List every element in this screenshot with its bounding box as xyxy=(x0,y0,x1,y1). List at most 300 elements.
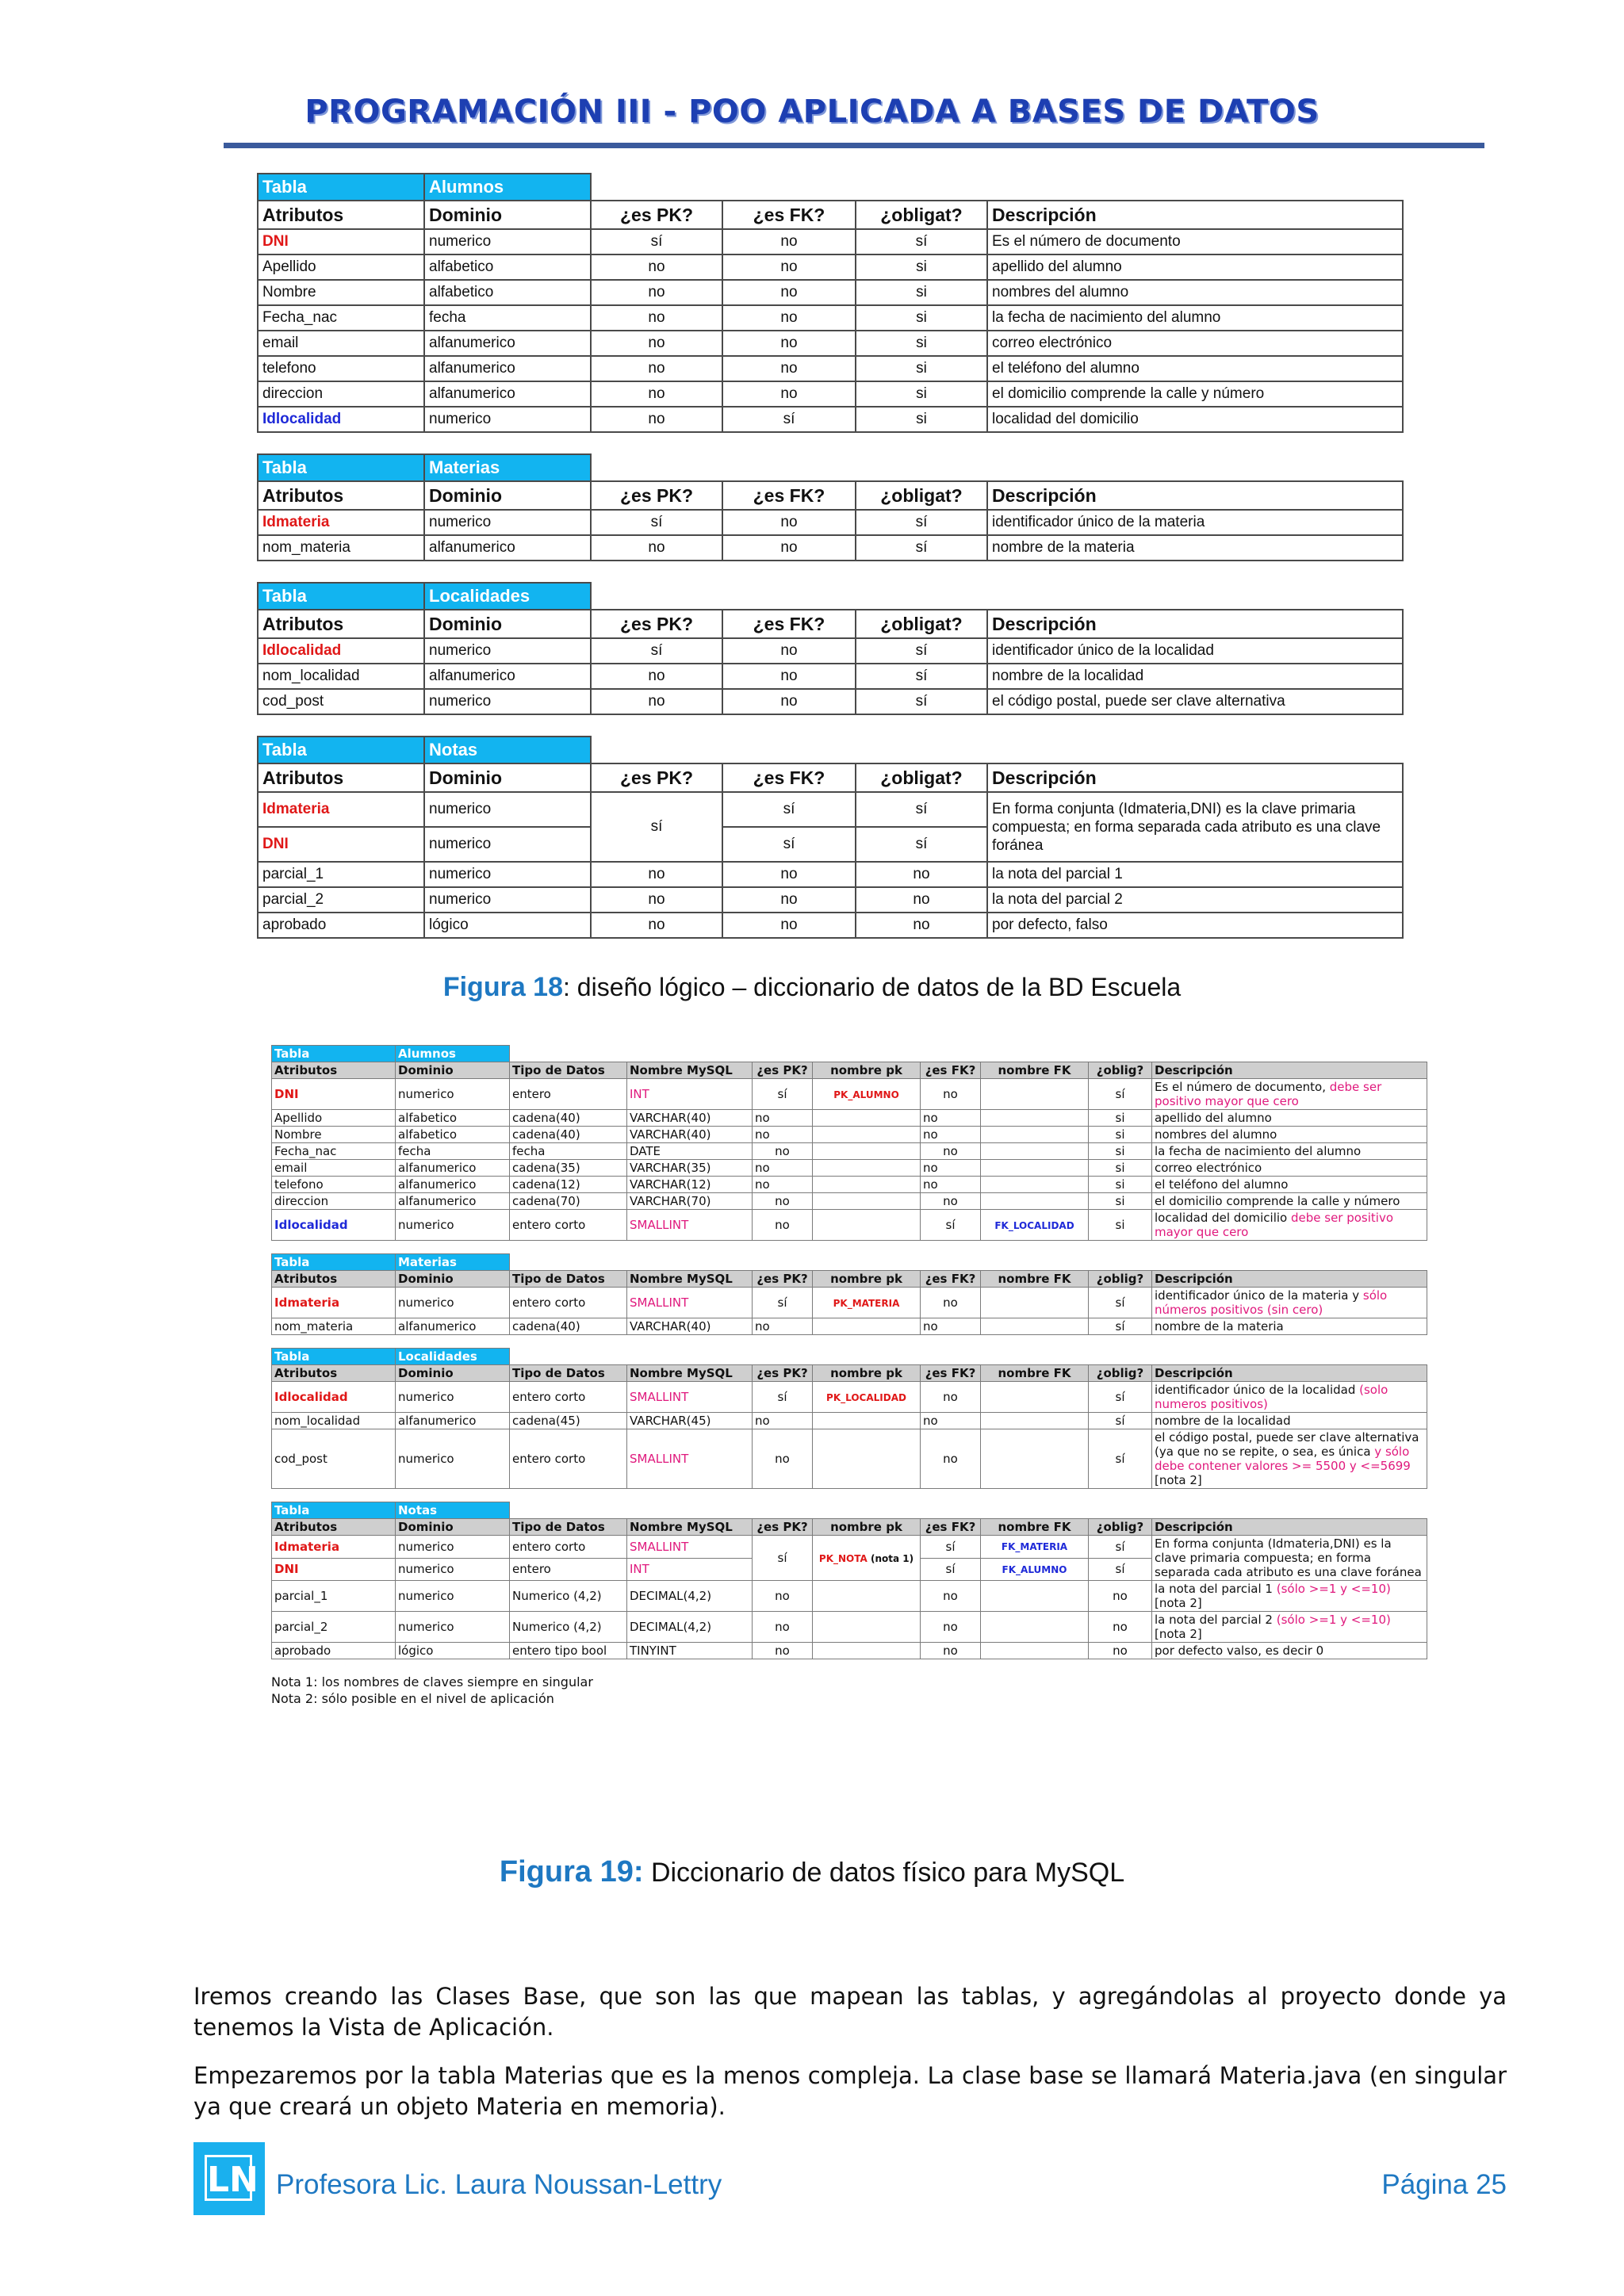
table-alumnos-physical xyxy=(271,1045,1427,1241)
cell-is-pk: no xyxy=(591,535,722,561)
cell-description: En forma conjunta (Idmateria,DNI) es la clave primaria compuesta; en forma separada cada atributo es una clave foránea xyxy=(987,792,1403,862)
column-header: ¿es PK? xyxy=(591,610,722,638)
column-header: ¿es FK? xyxy=(722,481,856,510)
cell-description: el teléfono del alumno xyxy=(987,356,1403,381)
column-header: Descripción xyxy=(987,201,1403,229)
cell-required: si xyxy=(856,381,987,407)
cell-data-type: entero corto xyxy=(510,1536,627,1559)
cell-attribute: parcial_2 xyxy=(272,1612,396,1643)
figure-caption-text: Diccionario de datos físico para MySQL xyxy=(643,1858,1125,1888)
table-row xyxy=(258,862,1403,887)
cell-is-pk: no xyxy=(753,1643,813,1659)
description-text: localidad del domicilio xyxy=(1155,1211,1291,1225)
cell-data-type: cadena(45) xyxy=(510,1413,627,1429)
cell-attribute: telefono xyxy=(272,1177,396,1193)
column-header: nombre FK xyxy=(981,1062,1089,1079)
column-header: Dominio xyxy=(396,1519,510,1536)
table-header-row xyxy=(258,610,1403,638)
cell-required: no xyxy=(856,913,987,938)
cell-pk-name xyxy=(813,1612,921,1643)
description-text: el código postal, puede ser clave alternativa (ya que no se repite, o sea, es única xyxy=(1155,1430,1419,1459)
cell-is-fk: no xyxy=(921,1413,981,1429)
table-header-row xyxy=(272,1062,1427,1079)
column-header: ¿es FK? xyxy=(921,1519,981,1536)
cell-attribute: cod_post xyxy=(258,689,424,714)
table-caption-label: Tabla xyxy=(258,454,424,481)
cell-mysql-type: TINYINT xyxy=(627,1643,753,1659)
cell-mysql-type: VARCHAR(40) xyxy=(627,1110,753,1127)
column-header: nombre FK xyxy=(981,1365,1089,1382)
cell-description: nombre de la localidad xyxy=(1152,1413,1427,1429)
cell-is-fk: no xyxy=(722,381,856,407)
cell-description: nombres del alumno xyxy=(987,280,1403,305)
table-row xyxy=(258,535,1403,561)
column-header: ¿es FK? xyxy=(722,763,856,792)
cell-required: si xyxy=(1089,1177,1152,1193)
cell-pk-name xyxy=(813,1110,921,1127)
cell-is-pk: no xyxy=(753,1612,813,1643)
table-caption-name: Notas xyxy=(396,1502,510,1519)
cell-is-fk: no xyxy=(921,1143,981,1160)
cell-is-fk: no xyxy=(722,229,856,254)
column-header: Dominio xyxy=(424,201,591,229)
cell-domain: numerico xyxy=(396,1558,510,1581)
table-row xyxy=(258,913,1403,938)
cell-required: sí xyxy=(1089,1288,1152,1318)
cell-is-pk: sí xyxy=(591,792,722,862)
footer-author: Profesora Lic. Laura Noussan-Lettry xyxy=(276,2169,722,2200)
column-header: Tipo de Datos xyxy=(510,1519,627,1536)
cell-mysql-type: DATE xyxy=(627,1143,753,1160)
cell-is-pk: no xyxy=(591,305,722,331)
cell-domain: alfanumerico xyxy=(424,356,591,381)
cell-is-fk: no xyxy=(722,356,856,381)
cell-data-type: entero corto xyxy=(510,1288,627,1318)
cell-mysql-type: SMALLINT xyxy=(627,1429,753,1489)
cell-data-type: entero xyxy=(510,1079,627,1110)
table-row xyxy=(258,305,1403,331)
cell-mysql-type: VARCHAR(45) xyxy=(627,1413,753,1429)
cell-attribute: direccion xyxy=(258,381,424,407)
table-row xyxy=(272,1536,1427,1559)
table-row xyxy=(258,689,1403,714)
cell-description: nombre de la materia xyxy=(987,535,1403,561)
table-row xyxy=(272,1612,1427,1643)
figure-number: Figura 19: xyxy=(499,1855,644,1888)
author-logo xyxy=(193,2142,265,2215)
cell-is-pk: sí xyxy=(591,638,722,664)
cell-required: sí xyxy=(1089,1558,1152,1581)
column-header: ¿es FK? xyxy=(722,201,856,229)
pk-name: PK_NOTA xyxy=(818,1552,868,1564)
cell-description: el domicilio comprende la calle y número xyxy=(987,381,1403,407)
table-caption-label: Tabla xyxy=(272,1349,396,1365)
description-constraint: (sólo >=1 y <=10) xyxy=(1276,1582,1391,1596)
cell-domain: numerico xyxy=(396,1079,510,1110)
cell-is-pk: sí xyxy=(591,229,722,254)
cell-is-pk: no xyxy=(591,381,722,407)
table-caption-label: Tabla xyxy=(272,1046,396,1062)
cell-attribute: Fecha_nac xyxy=(258,305,424,331)
table-row xyxy=(258,381,1403,407)
cell-description: el domicilio comprende la calle y número xyxy=(1152,1193,1427,1210)
table-caption-name: Materias xyxy=(424,454,591,481)
cell-data-type: cadena(40) xyxy=(510,1318,627,1335)
cell-is-pk: no xyxy=(591,254,722,280)
cell-domain: alfabetico xyxy=(396,1110,510,1127)
description-constraint: debe ser positivo mayor que cero xyxy=(1155,1211,1394,1239)
cell-domain: alfanumerico xyxy=(396,1177,510,1193)
table-row xyxy=(272,1382,1427,1413)
cell-domain: numerico xyxy=(396,1210,510,1241)
cell-required: si xyxy=(856,356,987,381)
column-header: Tipo de Datos xyxy=(510,1365,627,1382)
cell-pk-name: PK_MATERIA xyxy=(833,1297,900,1309)
cell-data-type: cadena(40) xyxy=(510,1127,627,1143)
cell-pk-name xyxy=(813,1643,921,1659)
cell-attribute: Apellido xyxy=(272,1110,396,1127)
cell-data-type: entero xyxy=(510,1558,627,1581)
cell-description: Es el número de documento xyxy=(987,229,1403,254)
cell-description: apellido del alumno xyxy=(1152,1110,1427,1127)
cell-description: correo electrónico xyxy=(987,331,1403,356)
table-row xyxy=(272,1581,1427,1612)
cell-required: sí xyxy=(856,689,987,714)
table-row xyxy=(258,510,1403,535)
cell-data-type: entero corto xyxy=(510,1429,627,1489)
cell-required: sí xyxy=(1089,1413,1152,1429)
table-caption-name: Materias xyxy=(396,1254,510,1271)
cell-domain: numerico xyxy=(396,1581,510,1612)
cell-domain: alfanumerico xyxy=(396,1318,510,1335)
cell-domain: numerico xyxy=(396,1429,510,1489)
cell-is-pk: no xyxy=(753,1318,813,1335)
cell-pk-name xyxy=(813,1193,921,1210)
cell-attribute: nom_materia xyxy=(258,535,424,561)
cell-required: no xyxy=(856,887,987,913)
column-header: Dominio xyxy=(424,481,591,510)
cell-description xyxy=(1152,1581,1427,1612)
description-text: la nota del parcial 2 xyxy=(1155,1613,1277,1627)
cell-mysql-type: SMALLINT xyxy=(627,1210,753,1241)
cell-is-fk: no xyxy=(722,913,856,938)
cell-attribute: DNI xyxy=(258,827,424,862)
cell-attribute: Apellido xyxy=(258,254,424,280)
cell-domain: fecha xyxy=(396,1143,510,1160)
cell-description xyxy=(1152,1288,1427,1318)
cell-pk-name xyxy=(813,1536,921,1581)
cell-mysql-type: SMALLINT xyxy=(627,1288,753,1318)
cell-required: no xyxy=(1089,1581,1152,1612)
cell-attribute: Idlocalidad xyxy=(258,407,424,432)
cell-pk-name: PK_LOCALIDAD xyxy=(826,1391,906,1403)
cell-is-fk: no xyxy=(722,331,856,356)
cell-pk-name xyxy=(813,1127,921,1143)
table-row xyxy=(272,1288,1427,1318)
cell-is-pk: sí xyxy=(753,1288,813,1318)
cell-description xyxy=(1152,1382,1427,1413)
column-header: ¿es FK? xyxy=(921,1062,981,1079)
column-header: ¿oblig? xyxy=(1089,1271,1152,1288)
cell-is-fk: no xyxy=(722,689,856,714)
cell-attribute: email xyxy=(258,331,424,356)
cell-pk-name xyxy=(813,1413,921,1429)
cell-attribute: Nombre xyxy=(258,280,424,305)
figure-18-caption xyxy=(0,972,1624,1003)
cell-is-pk: no xyxy=(591,407,722,432)
cell-pk-name xyxy=(813,1160,921,1177)
cell-domain: numerico xyxy=(424,792,591,827)
column-header: Descripción xyxy=(1152,1062,1427,1079)
column-header: Dominio xyxy=(396,1271,510,1288)
column-header: Tipo de Datos xyxy=(510,1062,627,1079)
cell-is-fk: no xyxy=(722,862,856,887)
cell-is-pk: no xyxy=(753,1143,813,1160)
body-paragraph-1: Iremos creando las Clases Base, que son las que mapean las tablas, y agregándolas al proyecto donde ya tenemos la Vista de Aplicación. xyxy=(193,1983,1507,2041)
cell-description: identificador único de la localidad xyxy=(987,638,1403,664)
note-2: Nota 2: sólo posible en el nivel de aplicación xyxy=(271,1691,554,1706)
cell-mysql-type: DECIMAL(4,2) xyxy=(627,1581,753,1612)
page-header xyxy=(0,94,1624,130)
page-title: PROGRAMACIÓN III - POO APLICADA A BASES DE DATOS xyxy=(304,94,1320,130)
cell-mysql-type: INT xyxy=(627,1558,753,1581)
column-header: ¿obligat? xyxy=(856,763,987,792)
cell-is-pk: sí xyxy=(753,1079,813,1110)
cell-is-fk: no xyxy=(921,1382,981,1413)
column-header: ¿es PK? xyxy=(753,1365,813,1382)
column-header: ¿es PK? xyxy=(591,201,722,229)
cell-attribute: aprobado xyxy=(258,913,424,938)
cell-is-fk: no xyxy=(722,664,856,689)
figure-19-physical-dictionary xyxy=(271,1045,1427,1707)
cell-is-fk: no xyxy=(722,510,856,535)
cell-required: si xyxy=(856,305,987,331)
cell-fk-name xyxy=(981,1160,1089,1177)
cell-attribute: direccion xyxy=(272,1193,396,1210)
column-header: ¿es PK? xyxy=(753,1062,813,1079)
column-header: Nombre MySQL xyxy=(627,1062,753,1079)
table-row xyxy=(258,229,1403,254)
cell-attribute: telefono xyxy=(258,356,424,381)
table-caption-label: Tabla xyxy=(272,1502,396,1519)
cell-is-fk: no xyxy=(921,1643,981,1659)
description-note: [nota 2] xyxy=(1155,1627,1202,1641)
cell-fk-name xyxy=(981,1110,1089,1127)
cell-required: no xyxy=(1089,1643,1152,1659)
figure-19-notes xyxy=(271,1674,1427,1707)
cell-description: por defecto, falso xyxy=(987,913,1403,938)
column-header: Atributos xyxy=(272,1062,396,1079)
table-row xyxy=(272,1127,1427,1143)
cell-is-pk: no xyxy=(591,689,722,714)
cell-description: apellido del alumno xyxy=(987,254,1403,280)
cell-description: el código postal, puede ser clave alternativa xyxy=(987,689,1403,714)
cell-is-fk: sí xyxy=(921,1210,981,1241)
description-text: identificador único de la localidad xyxy=(1155,1383,1360,1397)
cell-is-fk: no xyxy=(921,1193,981,1210)
cell-is-pk: no xyxy=(591,862,722,887)
column-header: ¿es FK? xyxy=(722,610,856,638)
cell-mysql-type: VARCHAR(12) xyxy=(627,1177,753,1193)
cell-is-fk: no xyxy=(921,1318,981,1335)
table-header-row xyxy=(272,1271,1427,1288)
table-row xyxy=(272,1413,1427,1429)
cell-is-pk: no xyxy=(591,887,722,913)
table-alumnos-logical xyxy=(257,173,1404,433)
cell-is-fk: sí xyxy=(921,1536,981,1559)
cell-attribute: Idmateria xyxy=(272,1536,396,1559)
figure-number: Figura 18 xyxy=(442,972,564,1002)
column-header: Atributos xyxy=(272,1365,396,1382)
cell-required: si xyxy=(1089,1210,1152,1241)
cell-required: sí xyxy=(1089,1536,1152,1559)
cell-data-type: fecha xyxy=(510,1143,627,1160)
column-header: nombre FK xyxy=(981,1271,1089,1288)
cell-fk-name xyxy=(981,1127,1089,1143)
table-row xyxy=(258,407,1403,432)
column-header: ¿es PK? xyxy=(753,1519,813,1536)
table-caption-label: Tabla xyxy=(272,1254,396,1271)
table-row xyxy=(258,638,1403,664)
cell-domain: numerico xyxy=(396,1288,510,1318)
cell-required: si xyxy=(1089,1143,1152,1160)
cell-domain: numerico xyxy=(424,638,591,664)
column-header: Dominio xyxy=(424,610,591,638)
table-row xyxy=(258,331,1403,356)
cell-is-fk: no xyxy=(722,305,856,331)
cell-mysql-type: VARCHAR(40) xyxy=(627,1318,753,1335)
column-header: ¿es FK? xyxy=(921,1271,981,1288)
description-text: la nota del parcial 1 xyxy=(1155,1582,1277,1596)
cell-domain: alfanumerico xyxy=(396,1160,510,1177)
cell-attribute: parcial_1 xyxy=(258,862,424,887)
table-row xyxy=(258,254,1403,280)
cell-domain: numerico xyxy=(424,862,591,887)
table-row xyxy=(258,887,1403,913)
cell-description: nombre de la materia xyxy=(1152,1318,1427,1335)
cell-is-pk: sí xyxy=(753,1536,813,1581)
cell-mysql-type: VARCHAR(70) xyxy=(627,1193,753,1210)
cell-description: por defecto valso, es decir 0 xyxy=(1152,1643,1427,1659)
description-constraint: debe ser positivo mayor que cero xyxy=(1155,1080,1382,1108)
cell-is-fk: no xyxy=(921,1612,981,1643)
cell-domain: numerico xyxy=(424,510,591,535)
cell-attribute: Idlocalidad xyxy=(272,1382,396,1413)
cell-is-fk: no xyxy=(722,535,856,561)
cell-domain: alfabetico xyxy=(396,1127,510,1143)
column-header: Dominio xyxy=(396,1365,510,1382)
cell-description xyxy=(1152,1079,1427,1110)
table-caption-name: Localidades xyxy=(396,1349,510,1365)
table-row xyxy=(258,280,1403,305)
column-header: Dominio xyxy=(396,1062,510,1079)
cell-attribute: Idmateria xyxy=(258,792,424,827)
cell-description: el teléfono del alumno xyxy=(1152,1177,1427,1193)
cell-mysql-type: VARCHAR(35) xyxy=(627,1160,753,1177)
cell-domain: numerico xyxy=(424,407,591,432)
table-notas-logical xyxy=(257,736,1404,939)
cell-fk-name xyxy=(981,1079,1089,1110)
cell-mysql-type: INT xyxy=(627,1079,753,1110)
description-constraint: sólo números positivos (sin cero) xyxy=(1155,1288,1388,1317)
cell-is-pk: no xyxy=(753,1210,813,1241)
cell-is-fk: sí xyxy=(921,1558,981,1581)
cell-domain: alfanumerico xyxy=(424,535,591,561)
cell-is-fk: no xyxy=(921,1288,981,1318)
cell-attribute: DNI xyxy=(258,229,424,254)
table-row xyxy=(272,1143,1427,1160)
cell-description: nombres del alumno xyxy=(1152,1127,1427,1143)
cell-is-pk: no xyxy=(753,1127,813,1143)
column-header: ¿oblig? xyxy=(1089,1365,1152,1382)
figure-19-caption xyxy=(0,1855,1624,1889)
cell-description xyxy=(1152,1210,1427,1241)
cell-fk-name xyxy=(981,1193,1089,1210)
cell-domain: lógico xyxy=(424,913,591,938)
cell-attribute: Idmateria xyxy=(258,510,424,535)
cell-is-pk: no xyxy=(591,913,722,938)
table-row xyxy=(258,664,1403,689)
column-header: Descripción xyxy=(1152,1271,1427,1288)
cell-required: sí xyxy=(856,535,987,561)
column-header: nombre pk xyxy=(813,1062,921,1079)
table-row xyxy=(258,356,1403,381)
cell-description: la fecha de nacimiento del alumno xyxy=(1152,1143,1427,1160)
description-constraint: y sólo debe contener valores >= 5500 y <=5699 xyxy=(1155,1445,1411,1473)
cell-attribute: DNI xyxy=(272,1079,396,1110)
column-header: ¿es PK? xyxy=(753,1271,813,1288)
cell-mysql-type: VARCHAR(40) xyxy=(627,1127,753,1143)
cell-required: sí xyxy=(1089,1318,1152,1335)
cell-data-type: entero tipo bool xyxy=(510,1643,627,1659)
cell-fk-name xyxy=(981,1288,1089,1318)
cell-description: localidad del domicilio xyxy=(987,407,1403,432)
cell-description: nombre de la localidad xyxy=(987,664,1403,689)
cell-required: si xyxy=(856,331,987,356)
cell-domain: numerico xyxy=(396,1382,510,1413)
table-header-row xyxy=(272,1365,1427,1382)
cell-required: sí xyxy=(856,664,987,689)
table-header-row xyxy=(258,763,1403,792)
cell-fk-name xyxy=(981,1382,1089,1413)
cell-domain: alfanumerico xyxy=(424,381,591,407)
cell-required: sí xyxy=(856,510,987,535)
column-header: Descripción xyxy=(1152,1365,1427,1382)
cell-fk-name xyxy=(981,1143,1089,1160)
cell-pk-name xyxy=(813,1429,921,1489)
cell-required: si xyxy=(856,280,987,305)
table-row xyxy=(272,1177,1427,1193)
cell-attribute: DNI xyxy=(272,1558,396,1581)
cell-fk-name xyxy=(981,1413,1089,1429)
cell-is-fk: no xyxy=(921,1079,981,1110)
description-text: Es el número de documento, xyxy=(1155,1080,1330,1094)
cell-is-pk: no xyxy=(753,1177,813,1193)
cell-required: no xyxy=(1089,1612,1152,1643)
cell-description xyxy=(1152,1429,1427,1489)
cell-required: si xyxy=(1089,1160,1152,1177)
table-caption-name: Alumnos xyxy=(424,174,591,201)
table-caption-label: Tabla xyxy=(258,174,424,201)
table-row xyxy=(272,1193,1427,1210)
cell-is-fk: sí xyxy=(722,827,856,862)
description-note: [nota 2] xyxy=(1155,1473,1202,1487)
cell-fk-name: FK_ALUMNO xyxy=(1002,1563,1067,1575)
table-row xyxy=(272,1429,1427,1489)
cell-is-pk: no xyxy=(753,1110,813,1127)
cell-domain: lógico xyxy=(396,1643,510,1659)
cell-attribute: email xyxy=(272,1160,396,1177)
